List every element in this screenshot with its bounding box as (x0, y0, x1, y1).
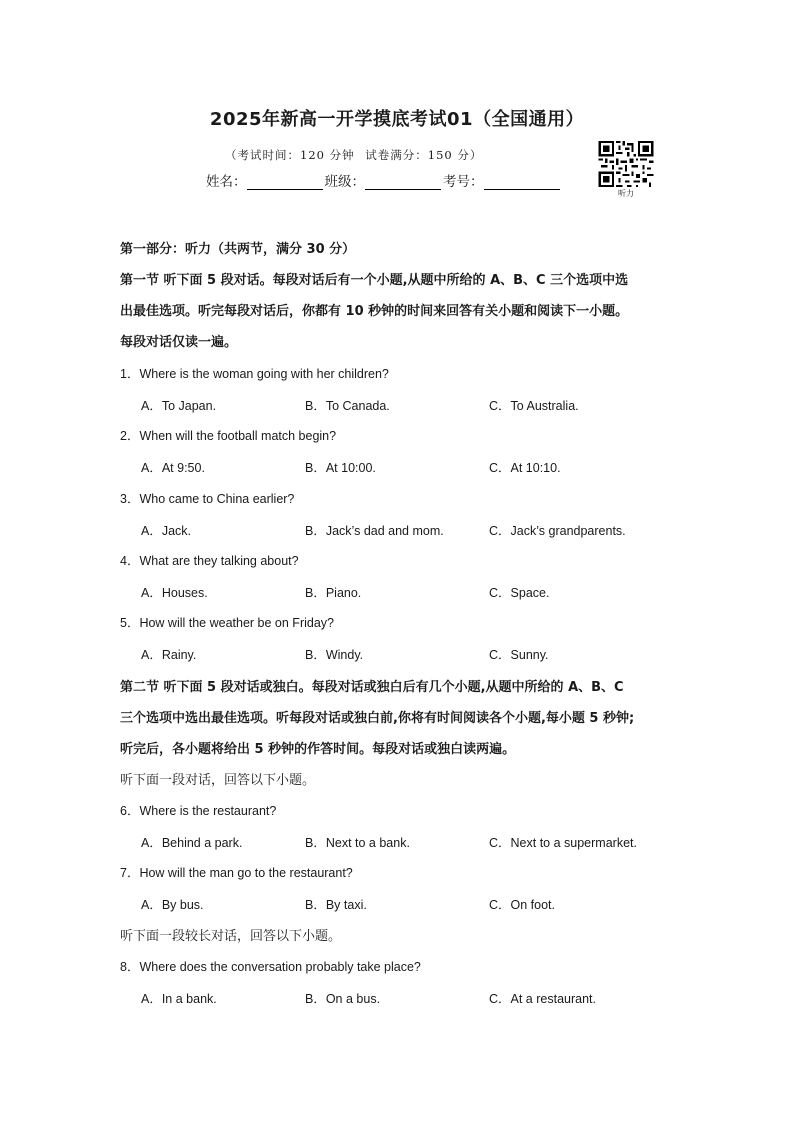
section2-line: 三个选项中选出最佳选项。听每段对话或独白前,你将有时间阅读各个小题,每小题 5 秒钟; (120, 711, 635, 726)
number-blank[interactable] (484, 173, 560, 190)
q4-option-c[interactable]: C．Space. (489, 586, 550, 600)
section1-line: 出最佳选项。听完每段对话后，你都有 10 秒钟的时间来回答有关小题和阅读下一小题。 (120, 304, 629, 319)
q7-option-a[interactable]: A．By bus. (141, 898, 204, 912)
q5-option-a[interactable]: A．Rainy. (141, 648, 197, 662)
question-2: 2．When will the football match begin? (120, 429, 337, 443)
q3-option-a[interactable]: A．Jack. (141, 524, 192, 538)
number-label: 考号： (443, 174, 484, 190)
q7-option-b[interactable]: B．By taxi. (305, 898, 367, 912)
class-blank[interactable] (365, 173, 441, 190)
question-6: 6．Where is the restaurant? (120, 804, 277, 818)
q8-option-c[interactable]: C．At a restaurant. (489, 992, 596, 1006)
section1-line: 第一节 听下面 5 段对话。每段对话后有一个小题,从题中所给的 A、B、C 三个选项中选 (120, 273, 629, 288)
section2-line: 听完后，各小题将给出 5 秒钟的作答时间。每段对话或独白读两遍。 (120, 742, 516, 757)
q7-option-c[interactable]: C．On foot. (489, 898, 555, 912)
q8-option-a[interactable]: A．In a bank. (141, 992, 217, 1006)
question-7: 7．How will the man go to the restaurant? (120, 866, 353, 880)
qr-code-icon[interactable] (598, 141, 654, 187)
q5-option-b[interactable]: B．Windy. (305, 648, 364, 662)
part1-heading: 第一部分：听力（共两节，满分 30 分） (120, 242, 356, 257)
question-1: 1．Where is the woman going with her children? (120, 367, 389, 381)
q5-option-c[interactable]: C．Sunny. (489, 648, 549, 662)
q8-option-b[interactable]: B．On a bus. (305, 992, 381, 1006)
q3-option-c[interactable]: C．Jack’s grandparents. (489, 524, 626, 538)
exam-score: 试卷满分：150 分） (365, 148, 483, 162)
q6-option-c[interactable]: C．Next to a supermarket. (489, 836, 637, 850)
class-label: 班级： (324, 174, 365, 190)
name-blank[interactable] (247, 173, 323, 190)
q1-option-a[interactable]: A．To Japan. (141, 399, 217, 413)
q2-option-b[interactable]: B．At 10:00. (305, 461, 376, 475)
q4-option-a[interactable]: A．Houses. (141, 586, 208, 600)
question-5: 5．How will the weather be on Friday? (120, 616, 334, 630)
q1-option-b[interactable]: B．To Canada. (305, 399, 390, 413)
name-label: 姓名： (206, 174, 247, 190)
section1-line: 每段对话仅读一遍。 (120, 335, 238, 350)
q1-option-c[interactable]: C．To Australia. (489, 399, 579, 413)
q6-option-b[interactable]: B．Next to a bank. (305, 836, 410, 850)
q2-option-c[interactable]: C．At 10:10. (489, 461, 561, 475)
q6-option-a[interactable]: A．Behind a park. (141, 836, 243, 850)
page-title: 2025年新高一开学摸底考试01（全国通用） (209, 109, 585, 130)
student-info-line (206, 170, 562, 190)
instruction-short: 听下面一段对话，回答以下小题。 (120, 773, 316, 788)
exam-info (225, 147, 488, 163)
q4-option-b[interactable]: B．Piano. (305, 586, 362, 600)
qr-caption: 听力 (618, 189, 634, 198)
question-4: 4．What are they talking about? (120, 554, 299, 568)
section2-line: 第二节 听下面 5 段对话或独白。每段对话或独白后有几个小题,从题中所给的 A、B、C (120, 680, 624, 695)
instruction-long: 听下面一段较长对话，回答以下小题。 (120, 929, 342, 944)
q2-option-a[interactable]: A．At 9:50. (141, 461, 205, 475)
question-8: 8．Where does the conversation probably take place? (120, 960, 421, 974)
exam-time: （考试时间：120 分钟 (225, 148, 355, 162)
question-3: 3．Who came to China earlier? (120, 492, 295, 506)
q3-option-b[interactable]: B．Jack’s dad and mom. (305, 524, 444, 538)
